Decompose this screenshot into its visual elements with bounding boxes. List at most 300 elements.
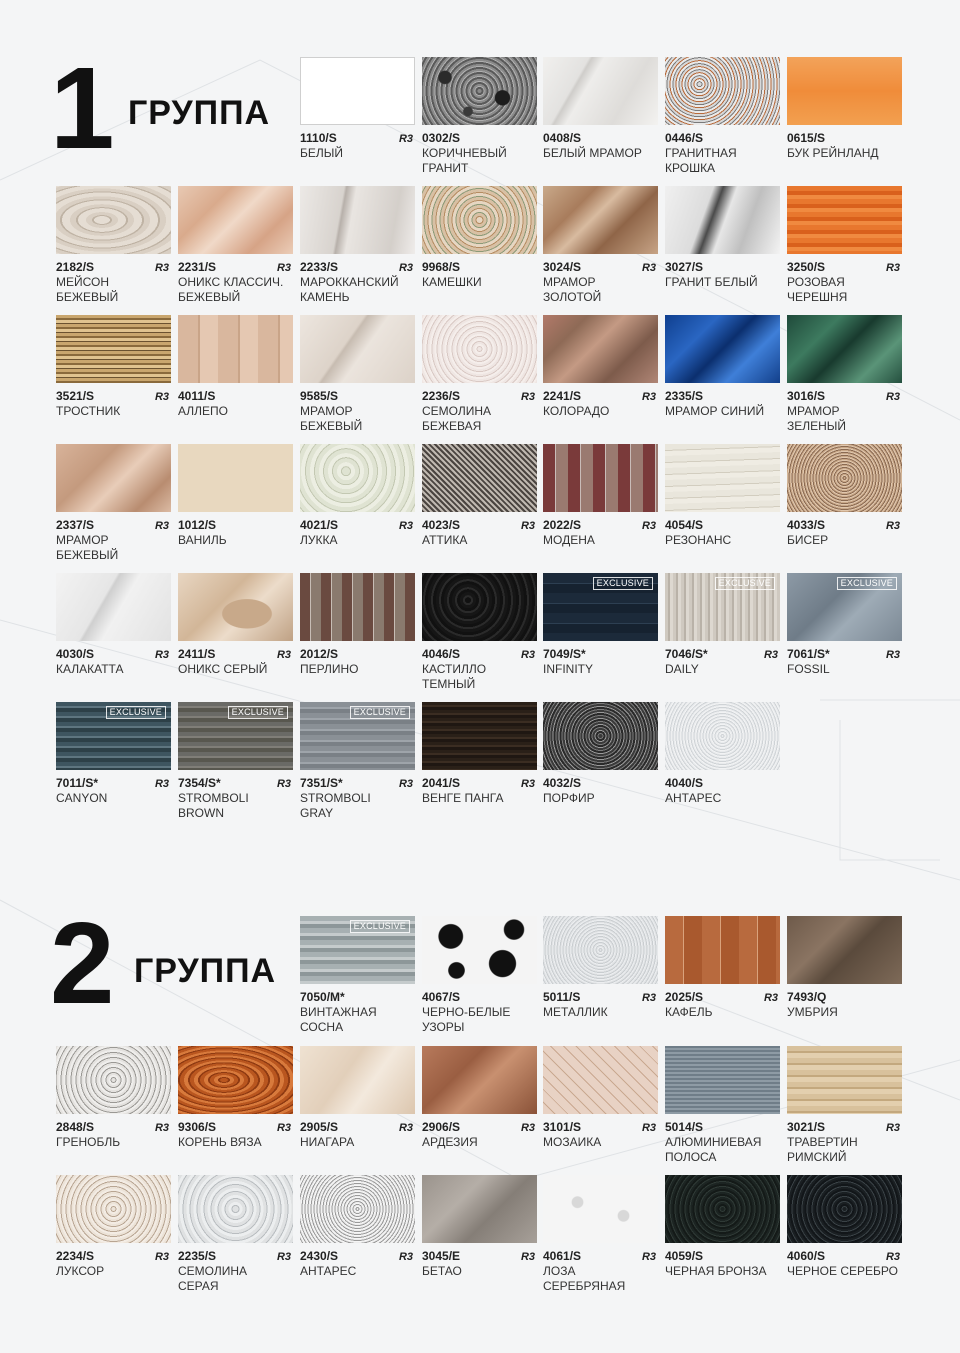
swatch-name: АРДЕЗИЯ: [422, 1135, 478, 1149]
swatch-image: [787, 1046, 902, 1114]
r3-mark: R3: [520, 649, 535, 661]
swatch-image: [56, 444, 171, 512]
swatch-code: 5014/S: [665, 1120, 704, 1134]
swatch-code: 4059/S: [665, 1249, 704, 1263]
swatch-code: 3045/E: [422, 1249, 461, 1263]
swatch-code: 2234/S: [56, 1249, 95, 1263]
swatch-code: 7354/S*: [178, 776, 221, 790]
swatch-code: 7050/M*: [300, 990, 345, 1004]
swatch-name: ОНИКС КЛАССИЧ. БЕЖЕВЫЙ: [178, 275, 284, 304]
swatch-code: 7061/S*: [787, 647, 830, 661]
r3-mark: R3: [154, 262, 169, 274]
swatch-name: ТРАВЕРТИН РИМСКИЙ: [787, 1135, 858, 1164]
swatch-code-row: [56, 1120, 171, 1134]
swatch-code: 4021/S: [300, 518, 339, 532]
swatch-image: [787, 186, 902, 254]
swatch-code-row: [543, 1249, 658, 1263]
swatch-image: [665, 916, 780, 984]
r3-mark: R3: [520, 1251, 535, 1263]
swatch-tile: [543, 1175, 658, 1294]
swatch-image: [787, 916, 902, 984]
swatch-image: [787, 1175, 902, 1243]
swatch-code-row: [543, 1120, 658, 1134]
swatch-code-row: [543, 518, 658, 532]
swatch-name: ГРЕНОБЛЬ: [56, 1135, 121, 1149]
swatch-tile: [178, 1175, 293, 1294]
swatch-image: [56, 1046, 171, 1114]
swatch-code: 2182/S: [56, 260, 95, 274]
swatch-name: МАРОККАНСКИЙ КАМЕНЬ: [300, 275, 399, 304]
swatch-tile: [300, 1046, 415, 1150]
swatch-code-row: [178, 389, 293, 403]
swatch-name: FOSSIL: [787, 662, 830, 676]
swatch-code: 1110/S: [300, 131, 337, 145]
swatch-image: [300, 916, 415, 984]
swatch-name: ЧЕРНОЕ СЕРЕБРО: [787, 1264, 898, 1278]
swatch-image: [422, 315, 537, 383]
swatch-code: 7351/S*: [300, 776, 343, 790]
swatch-tile: [665, 702, 780, 806]
swatch-name: ГРАНИТ БЕЛЫЙ: [665, 275, 758, 289]
r3-mark: R3: [885, 1122, 900, 1134]
swatch-image: [422, 444, 537, 512]
swatch-tile: [422, 573, 537, 692]
swatch-code: 4040/S: [665, 776, 704, 790]
swatch-tile: [543, 916, 658, 1020]
r3-mark: R3: [885, 520, 900, 532]
swatch-code-row: [787, 1249, 902, 1263]
swatch-tile: [300, 57, 415, 161]
swatch-code-row: [178, 647, 293, 661]
swatch-name: БЕЛЫЙ МРАМОР: [543, 146, 642, 160]
r3-mark: R3: [276, 262, 291, 274]
r3-mark: R3: [641, 262, 656, 274]
r3-mark: R3: [520, 1122, 535, 1134]
swatch-image: [300, 57, 415, 125]
swatch-code-row: [422, 1120, 537, 1134]
swatch-image: [665, 444, 780, 512]
swatch-image: [178, 1046, 293, 1114]
swatch-name: КОРЕНЬ ВЯЗА: [178, 1135, 262, 1149]
swatch-image: [300, 573, 415, 641]
swatch-code: 3250/S: [787, 260, 826, 274]
swatch-code-row: [665, 518, 780, 532]
swatch-tile: [178, 444, 293, 548]
swatch-name: СЕМОЛИНА СЕРАЯ: [178, 1264, 248, 1293]
swatch-tile: [787, 1175, 902, 1279]
swatch-name: БЕЛЫЙ: [300, 146, 344, 160]
swatch-name: ЛОЗА СЕРЕБРЯНАЯ: [543, 1264, 626, 1293]
exclusive-badge: EXCLUSIVE: [350, 706, 410, 719]
swatch-tile: [300, 315, 415, 434]
swatch-name: КАЛАКАТТА: [56, 662, 124, 676]
swatch-image: [300, 1175, 415, 1243]
swatch-name: МЕЙСОН БЕЖЕВЫЙ: [56, 275, 119, 304]
r3-mark: R3: [154, 1122, 169, 1134]
swatch-code-row: [422, 260, 537, 274]
swatch-code: 4011/S: [178, 389, 216, 403]
r3-mark: R3: [885, 391, 900, 403]
swatch-code: 7049/S*: [543, 647, 586, 661]
swatch-name: БИСЕР: [787, 533, 829, 547]
swatch-code: 2411/S: [178, 647, 216, 661]
swatch-tile: [665, 1175, 780, 1279]
exclusive-badge: EXCLUSIVE: [106, 706, 166, 719]
swatch-name: КАФЕЛЬ: [665, 1005, 713, 1019]
swatch-code-row: [300, 990, 415, 1004]
swatch-tile: [56, 1175, 171, 1279]
swatch-image: [422, 1046, 537, 1114]
swatch-image: [178, 573, 293, 641]
swatch-code-row: [665, 776, 780, 790]
swatch-code-row: [787, 990, 902, 1004]
r3-mark: R3: [763, 649, 778, 661]
swatch-tile: [787, 57, 902, 161]
swatch-name: МРАМОР БЕЖЕВЫЙ: [300, 404, 363, 433]
swatch-code: 4054/S: [665, 518, 704, 532]
swatch-tile: [543, 573, 658, 677]
r3-mark: R3: [885, 262, 900, 274]
swatch-code-row: [665, 990, 780, 1004]
swatch-name: ЧЕРНО-БЕЛЫЕ УЗОРЫ: [422, 1005, 511, 1034]
swatch-code: 2430/S: [300, 1249, 339, 1263]
swatch-code: 0446/S: [665, 131, 704, 145]
r3-mark: R3: [641, 1251, 656, 1263]
swatch-name: АЛЛЕПО: [178, 404, 228, 418]
group-2-title: ГРУППА: [134, 952, 277, 990]
swatch-tile: [422, 702, 537, 806]
swatch-code: 7493/Q: [787, 990, 827, 1004]
swatch-code-row: [178, 1249, 293, 1263]
swatch-code-row: [178, 518, 293, 532]
swatch-name: ЛУКСОР: [56, 1264, 105, 1278]
swatch-image: [56, 186, 171, 254]
r3-mark: R3: [398, 262, 413, 274]
swatch-name: STROMBOLI GRAY: [300, 791, 371, 820]
swatch-image: [178, 444, 293, 512]
swatch-tile: [543, 186, 658, 305]
swatch-name: ЧЕРНАЯ БРОНЗА: [665, 1264, 767, 1278]
swatch-tile: [543, 57, 658, 161]
swatch-code-row: [787, 260, 902, 274]
swatch-tile: [56, 186, 171, 305]
swatch-name: АНТАРЕС: [665, 791, 722, 805]
swatch-code-row: [543, 990, 658, 1004]
swatch-image: [543, 916, 658, 984]
swatch-tile: [543, 702, 658, 806]
swatch-tile: [665, 186, 780, 290]
swatch-tile: [422, 315, 537, 434]
swatch-code: 2025/S: [665, 990, 704, 1004]
swatch-code: 2848/S: [56, 1120, 95, 1134]
swatch-code-row: [543, 389, 658, 403]
swatch-code-row: [300, 260, 415, 274]
swatch-code: 2335/S: [665, 389, 704, 403]
r3-mark: R3: [154, 391, 169, 403]
r3-mark: R3: [885, 1251, 900, 1263]
swatch-image: [422, 57, 537, 125]
swatch-image: [178, 315, 293, 383]
swatch-image: [543, 444, 658, 512]
swatch-image: [422, 573, 537, 641]
r3-mark: R3: [520, 391, 535, 403]
swatch-name: CANYON: [56, 791, 108, 805]
swatch-image: [543, 573, 658, 641]
swatch-tile: [665, 444, 780, 548]
swatch-code: 5011/S: [543, 990, 581, 1004]
swatch-image: [56, 315, 171, 383]
swatch-code: 1012/S: [178, 518, 217, 532]
swatch-name: ВЕНГЕ ПАНГА: [422, 791, 504, 805]
swatch-code: 2041/S: [422, 776, 461, 790]
swatch-name: STROMBOLI BROWN: [178, 791, 249, 820]
swatch-code: 3024/S: [543, 260, 582, 274]
swatch-name: НИАГАРА: [300, 1135, 355, 1149]
swatch-code: 2235/S: [178, 1249, 217, 1263]
swatch-image: [422, 702, 537, 770]
group-1-title: ГРУППА: [128, 94, 271, 132]
swatch-tile: [422, 444, 537, 548]
swatch-name: ЛУККА: [300, 533, 338, 547]
swatch-code: 3027/S: [665, 260, 704, 274]
swatch-tile: [422, 1175, 537, 1279]
swatch-code-row: [422, 990, 537, 1004]
swatch-code: 4046/S: [422, 647, 461, 661]
swatch-image: [300, 315, 415, 383]
r3-mark: R3: [520, 778, 535, 790]
swatch-code: 2905/S: [300, 1120, 339, 1134]
swatch-name: АТТИКА: [422, 533, 468, 547]
swatch-code-row: [300, 389, 415, 403]
swatch-tile: [787, 573, 902, 677]
swatch-code-row: [178, 1120, 293, 1134]
swatch-tile: [178, 186, 293, 305]
swatch-tile: [422, 1046, 537, 1150]
swatch-name: ТРОСТНИК: [56, 404, 121, 418]
swatch-tile: [422, 186, 537, 290]
swatch-name: ПОРФИР: [543, 791, 595, 805]
swatch-code: 2241/S: [543, 389, 582, 403]
swatch-image: [787, 573, 902, 641]
swatch-code-row: [787, 131, 902, 145]
swatch-tile: [300, 1175, 415, 1279]
swatch-code-row: [422, 518, 537, 532]
swatch-image: [665, 702, 780, 770]
swatch-code-row: [665, 1249, 780, 1263]
swatch-code: 2337/S: [56, 518, 95, 532]
swatch-name: МРАМОР БЕЖЕВЫЙ: [56, 533, 119, 562]
swatch-code: 7046/S*: [665, 647, 708, 661]
swatch-tile: [665, 315, 780, 419]
swatch-code: 3521/S: [56, 389, 95, 403]
group-1-number: 1: [50, 43, 115, 173]
swatch-code-row: [787, 1120, 902, 1134]
swatch-code-row: [543, 776, 658, 790]
swatch-name: КАСТИЛЛО ТЕМНЫЙ: [422, 662, 487, 691]
swatch-image: [543, 1175, 658, 1243]
swatch-name: СЕМОЛИНА БЕЖЕВАЯ: [422, 404, 492, 433]
swatch-code-row: [56, 518, 171, 532]
r3-mark: R3: [398, 1251, 413, 1263]
r3-mark: R3: [154, 1251, 169, 1263]
swatch-code: 2231/S: [178, 260, 217, 274]
swatch-code-row: [56, 1249, 171, 1263]
swatch-image: [543, 315, 658, 383]
swatch-image: [543, 57, 658, 125]
swatch-image: [665, 57, 780, 125]
swatch-image: [665, 1175, 780, 1243]
swatch-code: 2906/S: [422, 1120, 461, 1134]
swatch-name: ОНИКС СЕРЫЙ: [178, 662, 268, 676]
swatch-tile: [56, 315, 171, 419]
swatch-tile: [422, 57, 537, 176]
swatch-name: РЕЗОНАНС: [665, 533, 732, 547]
swatch-image: [665, 315, 780, 383]
swatch-code: 9306/S: [178, 1120, 217, 1134]
swatch-code-row: [665, 389, 780, 403]
swatch-code-row: [178, 776, 293, 790]
swatch-name: АЛЮМИНИЕВАЯ ПОЛОСА: [665, 1135, 762, 1164]
swatch-code: 4067/S: [422, 990, 461, 1004]
swatch-code-row: [422, 131, 537, 145]
swatch-tile: [787, 1046, 902, 1165]
swatch-code-row: [422, 776, 537, 790]
exclusive-badge: EXCLUSIVE: [228, 706, 288, 719]
swatch-image: [300, 444, 415, 512]
swatch-code-row: [422, 1249, 537, 1263]
swatch-code: 0302/S: [422, 131, 461, 145]
swatch-code: 2012/S: [300, 647, 339, 661]
r3-mark: R3: [276, 778, 291, 790]
swatch-image: [665, 1046, 780, 1114]
swatch-code-row: [300, 518, 415, 532]
swatch-tile: [178, 1046, 293, 1150]
swatch-code: 4061/S: [543, 1249, 582, 1263]
swatch-code-row: [787, 389, 902, 403]
r3-mark: R3: [520, 520, 535, 532]
swatch-code: 2236/S: [422, 389, 461, 403]
swatch-name: ПЕРЛИНО: [300, 662, 359, 676]
r3-mark: R3: [641, 992, 656, 1004]
swatch-name: МОЗАИКА: [543, 1135, 602, 1149]
swatch-image: [56, 1175, 171, 1243]
swatch-name: ВАНИЛЬ: [178, 533, 227, 547]
swatch-code: 3016/S: [787, 389, 826, 403]
swatch-code-row: [300, 1249, 415, 1263]
swatch-code-row: [300, 776, 415, 790]
swatch-code: 3021/S: [787, 1120, 826, 1134]
swatch-tile: [300, 573, 415, 677]
swatch-code-row: [178, 260, 293, 274]
swatch-code: 7011/S*: [56, 776, 99, 790]
swatch-code: 0408/S: [543, 131, 582, 145]
swatch-tile: [178, 315, 293, 419]
swatch-image: [665, 186, 780, 254]
swatch-code-row: [300, 131, 415, 145]
swatch-name: РОЗОВАЯ ЧЕРЕШНЯ: [787, 275, 848, 304]
swatch-name: МРАМОР ЗЕЛЕНЫЙ: [787, 404, 847, 433]
swatch-code-row: [56, 647, 171, 661]
swatch-code-row: [300, 647, 415, 661]
swatch-code-row: [543, 131, 658, 145]
swatch-tile: [56, 1046, 171, 1150]
swatch-name: INFINITY: [543, 662, 593, 676]
r3-mark: R3: [398, 520, 413, 532]
swatch-name: МРАМОР ЗОЛОТОЙ: [543, 275, 602, 304]
swatch-code-row: [665, 131, 780, 145]
swatch-code: 9585/S: [300, 389, 339, 403]
exclusive-badge: EXCLUSIVE: [593, 577, 653, 590]
swatch-name: КАМЕШКИ: [422, 275, 482, 289]
r3-mark: R3: [154, 520, 169, 532]
swatch-name: АНТАРЕС: [300, 1264, 357, 1278]
r3-mark: R3: [276, 1251, 291, 1263]
swatch-tile: [543, 1046, 658, 1150]
r3-mark: R3: [763, 992, 778, 1004]
swatch-code-row: [56, 389, 171, 403]
swatch-name: ГРАНИТНАЯ КРОШКА: [665, 146, 737, 175]
r3-mark: R3: [154, 649, 169, 661]
swatch-code: 2022/S: [543, 518, 582, 532]
swatch-image: [178, 1175, 293, 1243]
swatch-image: [665, 573, 780, 641]
swatch-image: [787, 315, 902, 383]
swatch-image: [422, 916, 537, 984]
swatch-tile: [665, 916, 780, 1020]
swatch-image: [300, 1046, 415, 1114]
swatch-code: 4060/S: [787, 1249, 826, 1263]
group-2-number: 2: [50, 898, 115, 1028]
r3-mark: R3: [398, 1122, 413, 1134]
swatch-name: КОЛОРАДО: [543, 404, 610, 418]
swatch-code: 4032/S: [543, 776, 582, 790]
swatch-tile: [300, 916, 415, 1035]
swatch-name: МОДЕНА: [543, 533, 595, 547]
swatch-tile: [543, 444, 658, 548]
swatch-tile: [56, 444, 171, 563]
r3-mark: R3: [154, 778, 169, 790]
swatch-tile: [56, 573, 171, 677]
swatch-image: [787, 444, 902, 512]
swatch-tile: [300, 186, 415, 305]
swatch-tile: [665, 1046, 780, 1165]
r3-mark: R3: [398, 778, 413, 790]
swatch-name: БУК РЕЙНЛАНД: [787, 146, 879, 160]
swatch-code-row: [422, 389, 537, 403]
swatch-code: 3101/S: [543, 1120, 582, 1134]
r3-mark: R3: [276, 1122, 291, 1134]
swatch-tile: [787, 186, 902, 305]
swatch-image: [543, 1046, 658, 1114]
swatch-image: [56, 573, 171, 641]
swatch-tile: [300, 702, 415, 821]
swatch-code: 4030/S: [56, 647, 95, 661]
swatch-code-row: [543, 260, 658, 274]
swatch-name: МЕТАЛЛИК: [543, 1005, 608, 1019]
swatch-code-row: [543, 647, 658, 661]
swatch-image: [543, 186, 658, 254]
swatch-code-row: [787, 647, 902, 661]
swatch-tile: [543, 315, 658, 419]
swatch-code-row: [665, 647, 780, 661]
swatch-code-row: [665, 260, 780, 274]
swatch-name: МРАМОР СИНИЙ: [665, 404, 765, 418]
swatch-tile: [178, 702, 293, 821]
swatch-code: 0615/S: [787, 131, 826, 145]
swatch-name: БЕТАО: [422, 1264, 462, 1278]
exclusive-badge: EXCLUSIVE: [350, 920, 410, 933]
r3-mark: R3: [885, 649, 900, 661]
